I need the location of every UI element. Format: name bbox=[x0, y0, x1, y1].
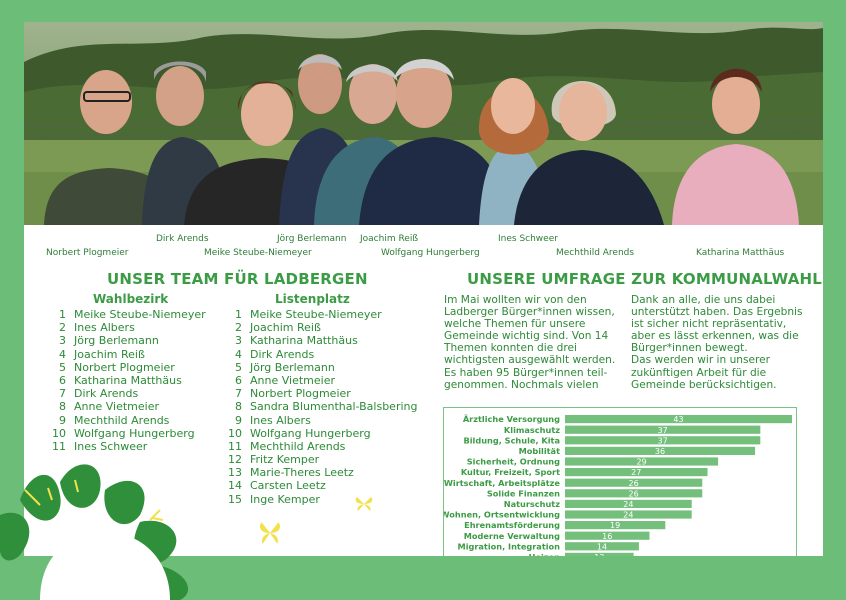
chart-value-label: 29 bbox=[636, 457, 647, 467]
listenplatz-number: 14 bbox=[228, 479, 242, 493]
listenplatz-number: 1 bbox=[235, 308, 242, 321]
photo-caption: Mechthild Arends bbox=[556, 248, 635, 258]
listenplatz-entry bbox=[218, 440, 417, 453]
wahlbezirk-number: 4 bbox=[59, 347, 66, 361]
photo-caption: Katharina Matthäus bbox=[696, 248, 785, 258]
chart-category-label: Kultur, Freizeit, Sport bbox=[460, 467, 560, 478]
chart-category-label: Wohnen, Ortsentwicklung bbox=[444, 509, 560, 520]
wahlbezirk-number: 7 bbox=[59, 387, 66, 401]
wahlbezirk-name: Norbert Plogmeier bbox=[74, 360, 175, 374]
listenplatz-number: 9 bbox=[235, 413, 242, 427]
wahlbezirk-list bbox=[42, 308, 206, 453]
listenplatz-number: 11 bbox=[228, 439, 242, 453]
wahlbezirk-entry bbox=[42, 321, 206, 334]
chart-category-label: Solide Finanzen bbox=[486, 488, 560, 499]
wahlbezirk-name: Jörg Berlemann bbox=[74, 334, 159, 348]
photo-caption: Meike Steube-Niemeyer bbox=[204, 248, 312, 258]
wahlbezirk-entry bbox=[42, 348, 206, 361]
wahlbezirk-number: 6 bbox=[59, 373, 66, 387]
listenplatz-entry bbox=[218, 466, 417, 479]
listenplatz-name: Mechthild Arends bbox=[250, 439, 346, 453]
photo-caption: Wolfgang Hungerberg bbox=[381, 248, 480, 258]
wahlbezirk-number: 8 bbox=[59, 400, 66, 414]
wahlbezirk-name: Anne Vietmeier bbox=[74, 400, 159, 414]
listenplatz-entry bbox=[218, 427, 417, 440]
wahlbezirk-name: Joachim Reiß bbox=[74, 347, 145, 361]
wahlbezirk-name: Dirk Arends bbox=[74, 387, 139, 401]
chart-category-label: Ärztliche Versorgung bbox=[462, 414, 560, 425]
butterfly-icon bbox=[258, 518, 282, 548]
listenplatz-entry bbox=[218, 479, 417, 492]
chart-category-label: Wirtschaft, Arbeitsplätze bbox=[444, 477, 560, 488]
listenplatz-number: 4 bbox=[235, 347, 242, 361]
listenplatz-name: Jörg Berlemann bbox=[250, 360, 335, 374]
listenplatz-name: Meike Steube-Niemeyer bbox=[250, 308, 382, 321]
listenplatz-number: 3 bbox=[235, 334, 242, 348]
chart-category-label: Klimaschutz bbox=[503, 424, 560, 435]
wahlbezirk-title: Wahlbezirk bbox=[93, 292, 169, 306]
wahlbezirk-entry bbox=[42, 308, 206, 321]
listenplatz-number: 10 bbox=[228, 426, 242, 440]
team-heading: UNSER TEAM FÜR LADBERGEN bbox=[107, 270, 368, 288]
wahlbezirk-name: Katharina Matthäus bbox=[74, 373, 182, 387]
wahlbezirk-number: 10 bbox=[52, 426, 66, 440]
wahlbezirk-name: Meike Steube-Niemeyer bbox=[74, 308, 206, 321]
chart-value-label: 24 bbox=[623, 510, 634, 520]
team-photo bbox=[24, 22, 823, 225]
listenplatz-entry bbox=[218, 493, 417, 506]
listenplatz-list bbox=[218, 308, 417, 506]
listenplatz-entry bbox=[218, 387, 417, 400]
chart-category-label: Sicherheit, Ordnung bbox=[466, 456, 560, 467]
photo-caption: Dirk Arends bbox=[156, 234, 209, 244]
chart-value-label: 36 bbox=[654, 447, 666, 456]
photo-caption: Jörg Berlemann bbox=[277, 234, 347, 244]
chart-value-label: 26 bbox=[628, 489, 639, 499]
listenplatz-number: 8 bbox=[235, 400, 242, 414]
wahlbezirk-name: Ines Schweer bbox=[74, 439, 148, 453]
chart-value-label: 37 bbox=[657, 425, 668, 435]
chart-category-label: Mobilität bbox=[518, 446, 560, 456]
wahlbezirk-entry bbox=[42, 334, 206, 347]
wahlbezirk-entry bbox=[42, 440, 206, 453]
photo-caption: Norbert Plogmeier bbox=[46, 248, 129, 258]
listenplatz-number: 7 bbox=[235, 387, 242, 401]
listenplatz-entry bbox=[218, 400, 417, 413]
wahlbezirk-number: 2 bbox=[59, 321, 66, 335]
listenplatz-name: Katharina Matthäus bbox=[250, 334, 358, 348]
wahlbezirk-entry bbox=[42, 414, 206, 427]
wahlbezirk-number: 1 bbox=[59, 308, 66, 321]
listenplatz-title: Listenplatz bbox=[275, 292, 350, 306]
listenplatz-entry bbox=[218, 361, 417, 374]
listenplatz-entry bbox=[218, 453, 417, 466]
listenplatz-number: 6 bbox=[235, 373, 242, 387]
listenplatz-entry bbox=[218, 348, 417, 361]
chart-value-label: 26 bbox=[628, 478, 639, 488]
chart-value-label: 19 bbox=[610, 521, 621, 531]
wahlbezirk-number: 3 bbox=[59, 334, 66, 348]
survey-intro-left: Im Mai wollten wir von den Ladberger Bürger*innen wissen, welche Themen für unsere Gemeinde wichtig sind. Von 14 Themen konnten die drei wichtigsten ausgewählt werden. Es haben 95 Bürger*innen teil- genommen. Nochmals vielen bbox=[444, 294, 616, 391]
photo-caption: Joachim Reiß bbox=[360, 234, 419, 244]
listenplatz-number: 13 bbox=[228, 466, 242, 480]
listenplatz-name: Sandra Blumenthal-Balsbering bbox=[250, 400, 418, 414]
chart-category-label: Naturschutz bbox=[503, 499, 560, 509]
chart-value-label: 14 bbox=[596, 542, 608, 552]
chart-value-label: 37 bbox=[657, 436, 668, 446]
wahlbezirk-entry bbox=[42, 427, 206, 440]
sunflower-logo-icon bbox=[0, 460, 210, 600]
listenplatz-name: Inge Kemper bbox=[250, 492, 320, 506]
chart-value-label: 24 bbox=[623, 500, 634, 509]
listenplatz-name: Fritz Kemper bbox=[250, 453, 320, 467]
listenplatz-name: Norbert Plogmeier bbox=[250, 387, 351, 401]
wahlbezirk-number: 5 bbox=[59, 360, 66, 374]
listenplatz-number: 5 bbox=[235, 360, 242, 374]
survey-intro-right: Dank an alle, die uns dabei unterstützt haben. Das Ergebnis ist sicher nicht repräsentativ, aber es lässt erkennen, was die Bürger*innen bewegt. Das werden wir in unserer zukünftigen Arbeit für die Gemeinde berücksichtigen. bbox=[631, 294, 803, 391]
listenplatz-entry bbox=[218, 321, 417, 334]
chart-value-label: 43 bbox=[673, 415, 684, 425]
wahlbezirk-name: Wolfgang Hungerberg bbox=[74, 426, 195, 440]
wahlbezirk-number: 11 bbox=[52, 439, 66, 453]
listenplatz-name: Anne Vietmeier bbox=[250, 373, 335, 387]
wahlbezirk-entry bbox=[42, 361, 206, 374]
wahlbezirk-number: 9 bbox=[59, 413, 66, 427]
listenplatz-entry bbox=[218, 374, 417, 387]
listenplatz-entry bbox=[218, 334, 417, 347]
chart-category-label: Migration, Integration bbox=[457, 541, 560, 552]
butterfly-icon bbox=[354, 494, 374, 514]
listenplatz-name: Ines Albers bbox=[250, 413, 311, 427]
survey-heading: UNSERE UMFRAGE ZUR KOMMUNALWAHL bbox=[467, 270, 823, 288]
listenplatz-name: Dirk Arends bbox=[250, 347, 315, 361]
chart-category-label: Moderne Verwaltung bbox=[463, 530, 560, 541]
chart-category-label: Ehrenamtsförderung bbox=[464, 520, 560, 531]
wahlbezirk-entry bbox=[42, 400, 206, 413]
listenplatz-number: 15 bbox=[228, 492, 242, 506]
chart-value-label: 16 bbox=[602, 531, 613, 541]
listenplatz-name: Marie-Theres Leetz bbox=[250, 466, 354, 480]
listenplatz-number: 2 bbox=[235, 321, 242, 335]
survey-bar-chart bbox=[443, 407, 797, 571]
wahlbezirk-name: Ines Albers bbox=[74, 321, 135, 335]
listenplatz-number: 12 bbox=[228, 453, 242, 467]
photo-caption: Ines Schweer bbox=[498, 234, 558, 244]
listenplatz-name: Carsten Leetz bbox=[250, 479, 326, 493]
listenplatz-name: Wolfgang Hungerberg bbox=[250, 426, 371, 440]
listenplatz-entry bbox=[218, 414, 417, 427]
chart-category-label: Bildung, Schule, Kita bbox=[463, 435, 560, 446]
chart-value-label: 27 bbox=[631, 468, 642, 478]
wahlbezirk-entry bbox=[42, 374, 206, 387]
listenplatz-name: Joachim Reiß bbox=[250, 321, 321, 335]
wahlbezirk-entry bbox=[42, 387, 206, 400]
listenplatz-entry bbox=[218, 308, 417, 321]
wahlbezirk-name: Mechthild Arends bbox=[74, 413, 170, 427]
